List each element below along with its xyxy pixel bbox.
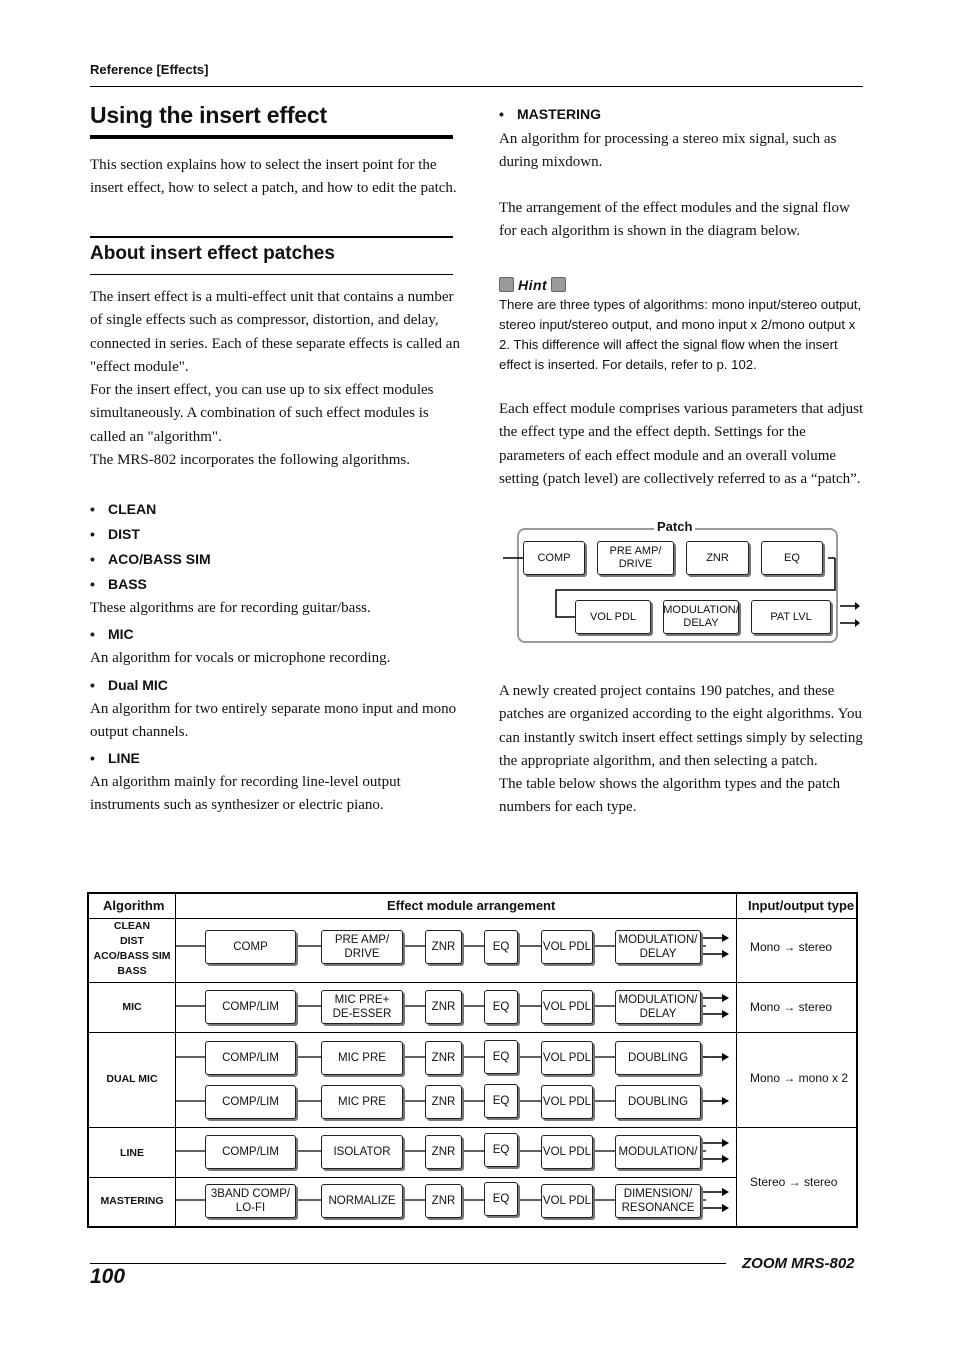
algo-cell-guitar: CLEAN DIST ACO/BASS SIM BASS [93,920,171,977]
hint-marker-icon [499,277,514,292]
module-preamp-drive: PRE AMP/ DRIVE [321,930,403,964]
list-item: • BASS [90,576,147,592]
intro-paragraph: This section explains how to select the insert point for the insert effect, how to select a patch, and how to edit the patch. [90,157,457,197]
module-vol-pdl: VOL PDL [541,1135,593,1169]
module-eq: EQ [484,1084,518,1118]
section-title: Using the insert effect [90,102,327,128]
about-para-1: The insert effect is a multi-effect unit that contains a number of single effects such as compressor, distortion, and delay, connected in series. Each of these separate effects is called an "effect module". [90,289,460,375]
module-vol-pdl: VOL PDL [541,930,593,964]
patch-module-modulation: MODULATION/ DELAY [663,600,739,634]
module-znr: ZNR [425,930,462,964]
module-dimension-resonance: DIMENSION/ RESONANCE [615,1184,701,1218]
module-isolator: ISOLATOR [321,1135,403,1169]
module-eq: EQ [484,1040,518,1074]
patch-paragraph: Each effect module comprises various parameters that adjust the effect type and the effect depth. Settings for the parameters of each effect module and an overall volume setting (patch level) are collectively referred to as a “patch”. [499,401,864,487]
algo-cell-mic: MIC [122,1001,142,1013]
guitar-desc: These algorithms are for recording guitar/bass. [90,600,371,616]
subsection-rule-top [90,236,453,238]
project-para-1: A newly created project contains 190 patches, and these patches are organized according to the eight algorithms. You can instantly switch insert effect settings simply by selecting the appropriate algorithm, and then selecting a patch. [499,683,863,769]
module-comp-lim: COMP/LIM [205,990,296,1024]
patch-module-eq: EQ [761,541,823,575]
about-para-3: The MRS-802 incorporates the following algorithms. [90,452,410,469]
patch-module-comp: COMP [523,541,585,575]
io-stereo: Stereo → stereo [750,1175,838,1189]
module-znr: ZNR [425,1135,462,1169]
io-guitar: Mono → stereo [750,940,833,954]
patch-module-patlvl: PAT LVL [751,600,831,634]
module-modulation: MODULATION/ [615,1135,701,1169]
module-vol-pdl: VOL PDL [541,990,593,1024]
io-dual-mic: Mono → mono x 2 [750,1071,849,1085]
section-title-rule [90,135,453,139]
module-mic-pre-de-esser: MIC PRE+ DE-ESSER [321,990,403,1024]
header-arrangement: Effect module arrangement [387,898,556,913]
about-para-2: For the insert effect, you can use up to six effect modules simultaneously. A combination of such effect modules is called an "algorithm". [90,382,434,445]
list-item: • MIC [90,626,134,643]
hint-text: There are three types of algorithms: mono input/stereo output, stereo input/stereo output, and mono input x 2/mono output x 2. This difference will affect the signal flow when the insert effect is inserted. For details, refer to p. 102. [499,297,862,372]
list-item: • DIST [90,526,140,542]
module-modulation-delay: MODULATION/ DELAY [615,930,701,964]
mic-desc: An algorithm for vocals or microphone recording. [90,650,391,667]
module-doubling: DOUBLING [615,1041,701,1075]
subsection-title: About insert effect patches [90,243,335,264]
module-doubling: DOUBLING [615,1085,701,1119]
algorithm-list [90,497,460,820]
module-normalize: NORMALIZE [321,1184,403,1218]
arrangement-paragraph: The arrangement of the effect modules and the signal flow for each algorithm is shown in the diagram below. [499,200,850,240]
running-head: Reference [Effects] [90,62,209,77]
about-paragraph [90,286,460,472]
hint-label: Hint [518,276,548,293]
list-item: • CLEAN [90,501,157,517]
module-mic-pre: MIC PRE [321,1041,403,1075]
module-vol-pdl: VOL PDL [541,1041,593,1075]
module-comp: COMP [205,930,296,964]
module-comp-lim: COMP/LIM [205,1041,296,1075]
patch-module-znr: ZNR [686,541,749,575]
algo-cell-line: LINE [120,1147,144,1159]
module-modulation-delay: MODULATION/ DELAY [615,990,701,1024]
header-rule [90,86,863,87]
patch-title: Patch [654,519,695,534]
module-mic-pre: MIC PRE [321,1085,403,1119]
patch-module-preamp: PRE AMP/ DRIVE [597,541,674,575]
module-znr: ZNR [425,1184,462,1218]
module-znr: ZNR [425,1041,462,1075]
algo-cell-mastering: MASTERING [100,1195,164,1207]
list-item: • ACO/BASS SIM [90,551,211,567]
module-znr: ZNR [425,990,462,1024]
line-desc: An algorithm mainly for recording line-level output instruments such as synthesizer or electric piano. [90,774,401,814]
io-mic: Mono → stereo [750,1000,833,1014]
module-eq: EQ [484,990,518,1024]
patch-module-volpdl: VOL PDL [575,600,651,634]
footer-rule [90,1263,726,1264]
module-znr: ZNR [425,1085,462,1119]
module-eq: EQ [484,1182,518,1216]
header-algorithm: Algorithm [103,898,165,913]
module-comp-lim: COMP/LIM [205,1085,296,1119]
page-number: 100 [90,1265,126,1288]
module-3band-comp-lofi: 3BAND COMP/ LO-FI [205,1184,296,1218]
mastering-desc: An algorithm for processing a stereo mix signal, such as during mixdown. [499,131,837,171]
hint-marker-icon [551,277,566,292]
subsection-rule-bottom [90,274,453,275]
module-vol-pdl: VOL PDL [541,1184,593,1218]
project-paragraph [499,680,864,820]
list-item: • LINE [90,750,140,767]
module-vol-pdl: VOL PDL [541,1085,593,1119]
algo-cell-dual-mic: DUAL MIC [106,1073,158,1085]
list-item-mastering: • MASTERING [499,106,601,122]
dual-mic-desc: An algorithm for two entirely separate mono input and mono output channels. [90,700,457,740]
project-para-2: The table below shows the algorithm types and the patch numbers for each type. [499,776,841,816]
list-item: • Dual MIC [90,676,168,693]
module-comp-lim: COMP/LIM [205,1135,296,1169]
header-io-type: Input/output type [748,898,855,913]
module-eq: EQ [484,930,518,964]
module-eq: EQ [484,1133,518,1167]
hint-heading [499,276,566,294]
product-name: ZOOM MRS-802 [742,1255,855,1272]
